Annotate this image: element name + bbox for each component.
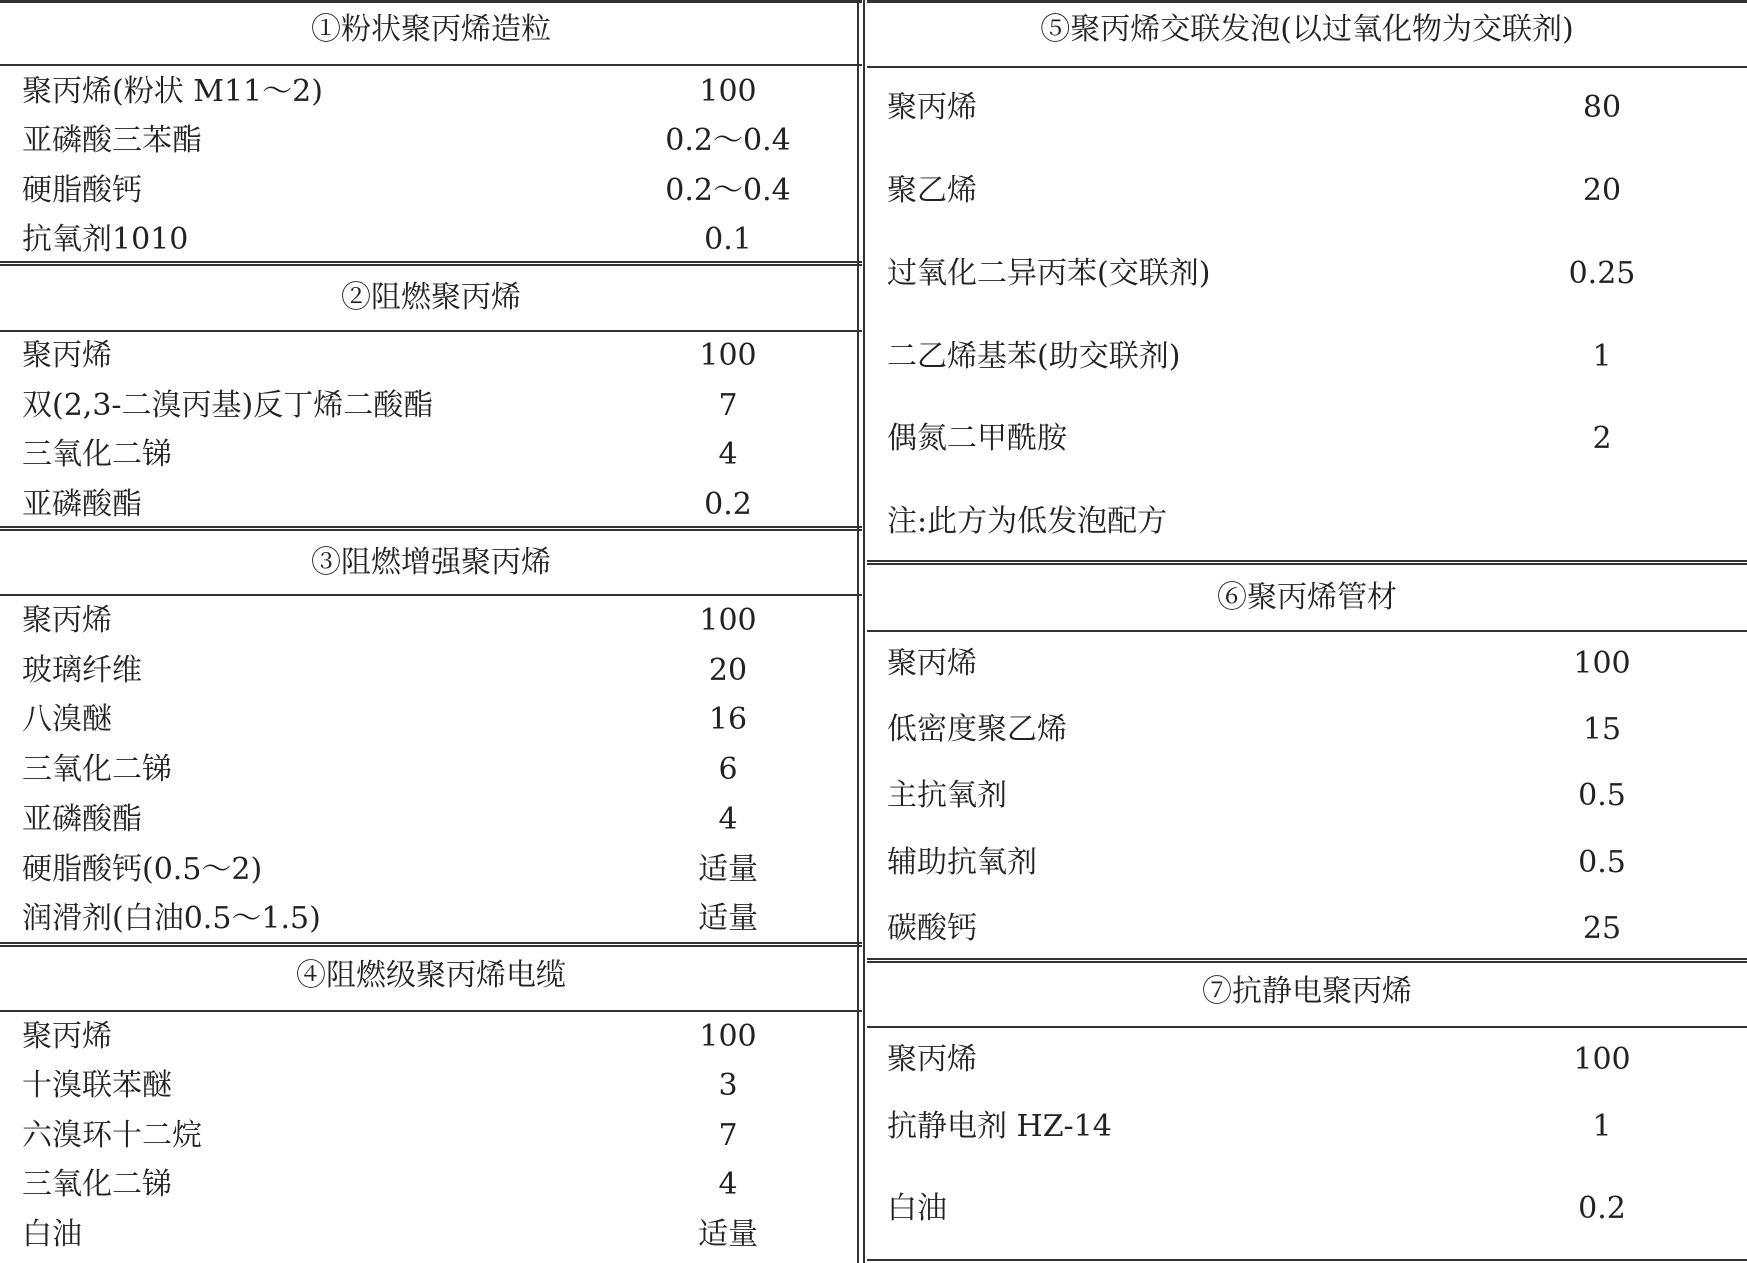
ingredient-amount: 15 <box>1582 712 1622 747</box>
section-title: ③阻燃增强聚丙烯 <box>311 545 551 580</box>
section-flame-retardant-reinforced-pp <box>0 531 862 946</box>
ingredient-amount: 4 <box>718 802 738 837</box>
section-title: ②阻燃聚丙烯 <box>341 280 521 315</box>
ingredient-name: 八溴醚 <box>22 702 112 737</box>
section-title: ⑤聚丙烯交联发泡(以过氧化物为交联剂) <box>1040 12 1574 47</box>
ingredient-amount: 100 <box>699 74 757 109</box>
header-rule <box>0 1010 862 1012</box>
note-row <box>867 502 1747 542</box>
ingredient-amount: 0.2 <box>704 487 752 522</box>
ingredient-amount: 25 <box>1582 911 1622 946</box>
section-title: ⑦抗静电聚丙烯 <box>1202 974 1412 1009</box>
table-row <box>0 850 862 890</box>
table-row <box>0 435 862 475</box>
ingredient-amount: 16 <box>708 702 748 737</box>
ingredient-amount: 0.2～0.4 <box>665 173 791 208</box>
table-row <box>0 1165 862 1205</box>
table-row <box>867 88 1747 128</box>
ingredient-name: 聚丙烯 <box>22 338 112 373</box>
table-row <box>0 1116 862 1156</box>
ingredient-amount: 0.5 <box>1578 845 1626 880</box>
ingredient-amount: 100 <box>1573 646 1631 681</box>
ingredient-amount: 100 <box>699 338 757 373</box>
ingredient-amount: 0.1 <box>704 222 752 257</box>
ingredient-name: 十溴联苯醚 <box>22 1068 172 1103</box>
ingredient-amount: 0.5 <box>1578 778 1626 813</box>
table-row <box>0 220 862 260</box>
table-row <box>0 1017 862 1057</box>
header-rule <box>0 64 862 66</box>
ingredient-name: 辅助抗氧剂 <box>887 845 1037 880</box>
bottom-rule <box>867 1259 1747 1261</box>
ingredient-amount: 6 <box>718 752 738 787</box>
table-row <box>867 843 1747 883</box>
ingredient-name: 碳酸钙 <box>887 911 977 946</box>
ingredient-amount: 7 <box>718 388 738 423</box>
ingredient-amount: 0.25 <box>1568 256 1636 291</box>
ingredient-amount: 80 <box>1582 90 1622 125</box>
table-row <box>867 909 1747 949</box>
table-row <box>0 800 862 840</box>
ingredient-amount: 20 <box>708 653 748 688</box>
ingredient-amount: 1 <box>1592 339 1612 374</box>
section-title: ⑥聚丙烯管材 <box>1217 580 1397 615</box>
ingredient-name: 聚乙烯 <box>887 173 977 208</box>
ingredient-amount: 适量 <box>698 1217 758 1252</box>
ingredient-name: 白油 <box>22 1217 82 1252</box>
table-row <box>867 337 1747 377</box>
table-row <box>0 386 862 426</box>
ingredient-name: 主抗氧剂 <box>887 778 1007 813</box>
footnote: 注:此方为低发泡配方 <box>887 504 1168 539</box>
table-row <box>0 1066 862 1106</box>
ingredient-name: 三氧化二锑 <box>22 437 172 472</box>
ingredient-amount: 4 <box>718 437 738 472</box>
ingredient-name: 玻璃纤维 <box>22 653 142 688</box>
ingredient-name: 低密度聚乙烯 <box>887 712 1067 747</box>
section-flame-retardant-pp <box>0 266 862 531</box>
section-separator <box>867 560 1747 565</box>
ingredient-name: 亚磷酸酯 <box>22 802 142 837</box>
table-row <box>867 710 1747 750</box>
table-row <box>0 750 862 790</box>
ingredient-amount: 1 <box>1592 1109 1612 1144</box>
ingredient-amount: 20 <box>1582 173 1622 208</box>
table-row <box>867 644 1747 684</box>
table-row <box>867 1040 1747 1080</box>
ingredient-name: 白油 <box>887 1191 947 1226</box>
header-rule <box>867 66 1747 68</box>
table-row <box>867 1189 1747 1229</box>
table-row <box>867 1107 1747 1147</box>
ingredient-name: 抗静电剂 HZ-14 <box>887 1109 1112 1144</box>
ingredient-amount: 适量 <box>698 852 758 887</box>
ingredient-amount: 适量 <box>698 901 758 936</box>
ingredient-amount: 100 <box>699 603 757 638</box>
header-rule <box>867 1026 1747 1028</box>
table-row <box>867 776 1747 816</box>
ingredient-amount: 0.2 <box>1578 1191 1626 1226</box>
table-row <box>0 700 862 740</box>
ingredient-name: 亚磷酸三苯酯 <box>22 123 202 158</box>
ingredient-name: 二乙烯基苯(助交联剂) <box>887 339 1181 374</box>
table-row <box>0 651 862 691</box>
header-rule <box>0 594 862 596</box>
ingredient-name: 过氧化二异丙苯(交联剂) <box>887 256 1211 291</box>
table-row <box>867 419 1747 459</box>
ingredient-name: 聚丙烯 <box>22 603 112 638</box>
ingredient-amount: 100 <box>1573 1042 1631 1077</box>
ingredient-name: 硬脂酸钙 <box>22 173 142 208</box>
ingredient-name: 三氧化二锑 <box>22 1167 172 1202</box>
header-rule <box>867 630 1747 632</box>
table-row <box>867 171 1747 211</box>
table-row <box>0 485 862 525</box>
section-powder-pp-granulation <box>0 0 862 266</box>
ingredient-name: 聚丙烯 <box>887 646 977 681</box>
section-antistatic-pp <box>867 963 1747 1263</box>
ingredient-name: 偶氮二甲酰胺 <box>887 421 1067 456</box>
ingredient-amount: 7 <box>718 1118 738 1153</box>
section-title: ①粉状聚丙烯造粒 <box>311 12 551 47</box>
table-row <box>867 254 1747 294</box>
ingredient-amount: 4 <box>718 1167 738 1202</box>
ingredient-name: 润滑剂(白油0.5～1.5) <box>22 901 321 936</box>
table-row <box>0 121 862 161</box>
ingredient-name: 聚丙烯 <box>887 1042 977 1077</box>
table-row <box>0 1215 862 1255</box>
ingredient-name: 硬脂酸钙(0.5～2) <box>22 852 263 887</box>
ingredient-name: 亚磷酸酯 <box>22 487 142 522</box>
table-row <box>0 899 862 939</box>
ingredient-amount: 100 <box>699 1019 757 1054</box>
section-pp-pipe <box>867 566 1747 960</box>
ingredient-amount: 0.2～0.4 <box>665 123 791 158</box>
table-row <box>0 171 862 211</box>
table-row <box>0 336 862 376</box>
section-title: ④阻燃级聚丙烯电缆 <box>296 958 566 993</box>
ingredient-name: 六溴环十二烷 <box>22 1118 202 1153</box>
ingredient-amount: 3 <box>718 1068 738 1103</box>
table-row <box>0 601 862 641</box>
section-crosslinked-foamed-pp <box>867 0 1747 563</box>
ingredient-name: 聚丙烯 <box>887 90 977 125</box>
ingredient-name: 聚丙烯 <box>22 1019 112 1054</box>
ingredient-name: 双(2,3-二溴丙基)反丁烯二酸酯 <box>22 388 434 423</box>
section-flame-retardant-pp-cable <box>0 947 862 1263</box>
ingredient-name: 三氧化二锑 <box>22 752 172 787</box>
ingredient-amount: 2 <box>1592 421 1612 456</box>
ingredient-name: 聚丙烯(粉状 M11～2) <box>22 74 323 109</box>
header-rule <box>0 330 862 332</box>
ingredient-name: 抗氧剂1010 <box>22 222 189 257</box>
table-row <box>0 72 862 112</box>
